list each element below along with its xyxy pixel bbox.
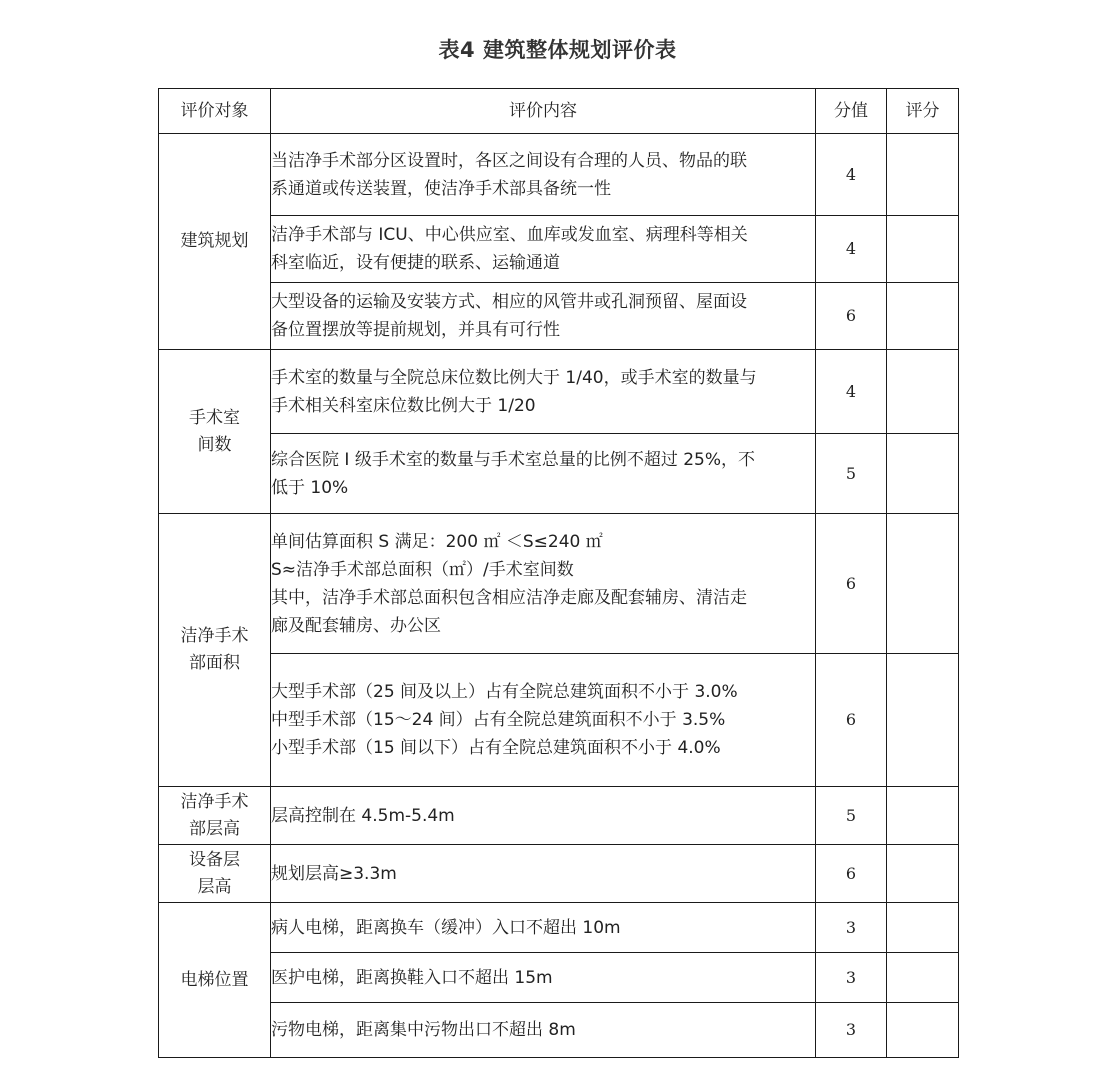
content-cell (271, 1003, 816, 1058)
content-cell (271, 216, 816, 283)
content-cell (271, 903, 816, 953)
score-cell: 6 (816, 514, 887, 654)
table-row (159, 845, 959, 903)
table-row (159, 134, 959, 216)
grade-cell (887, 134, 959, 216)
grade-cell (887, 514, 959, 654)
table-row (159, 1003, 959, 1058)
score-cell: 4 (816, 350, 887, 434)
object-label: 部层高 (189, 818, 240, 839)
content-line: 备位置摆放等提前规划，并具有可行性 (271, 320, 560, 340)
content-line: 洁净手术部与 ICU、中心供应室、血库或发血室、病理科等相关 (271, 225, 748, 245)
score-cell: 4 (816, 134, 887, 216)
grade-cell (887, 903, 959, 953)
table-row (159, 283, 959, 350)
content-cell (271, 953, 816, 1003)
score-cell: 4 (816, 216, 887, 283)
grade-cell (887, 1003, 959, 1058)
score-cell: 6 (816, 845, 887, 903)
object-cell (159, 350, 271, 514)
content-line: 小型手术部（15 间以下）占有全院总建筑面积不小于 4.0% (271, 738, 721, 758)
content-line: 廊及配套辅房、办公区 (271, 615, 441, 636)
object-cell (159, 845, 271, 903)
table-row (159, 434, 959, 514)
content-line: 单间估算面积 S 满足：200 ㎡ ＜S≤240 ㎡ (271, 531, 603, 552)
grade-cell (887, 845, 959, 903)
grade-cell (887, 216, 959, 283)
grade-cell (887, 787, 959, 845)
content-line: 手术相关科室床位数比例大于 1/20 (271, 395, 536, 416)
header-score: 分值 (816, 89, 887, 134)
content-line: 中型手术部（15～24 间）占有全院总建筑面积不小于 3.5% (271, 710, 726, 730)
table-row (159, 953, 959, 1003)
object-label: 洁净手术 (180, 626, 249, 646)
table-row (159, 903, 959, 953)
grade-cell (887, 953, 959, 1003)
object-cell (159, 903, 271, 1058)
content-line: 层高控制在 4.5m-5.4m (271, 805, 455, 826)
content-cell (271, 654, 816, 787)
grade-cell (887, 350, 959, 434)
score-cell: 5 (816, 434, 887, 514)
content-line: 规划层高≥3.3m (271, 863, 397, 884)
content-line: 科室临近，设有便捷的联系、运输通道 (271, 253, 560, 273)
content-line: 大型手术部（25 间及以上）占有全院总建筑面积不小于 3.0% (271, 682, 738, 702)
content-line: 系通道或传送装置，使洁净手术部具备统一性 (271, 178, 611, 199)
content-cell (271, 350, 816, 434)
object-cell (159, 514, 271, 787)
object-label: 间数 (197, 434, 232, 455)
score-cell: 6 (816, 283, 887, 350)
score-cell: 5 (816, 787, 887, 845)
content-cell (271, 434, 816, 514)
object-cell (159, 134, 271, 350)
score-cell: 3 (816, 1003, 887, 1058)
object-label: 建筑规划 (180, 231, 249, 251)
content-cell (271, 845, 816, 903)
content-line: 其中，洁净手术部总面积包含相应洁净走廊及配套辅房、清洁走 (271, 587, 747, 608)
content-cell (271, 283, 816, 350)
score-cell: 3 (816, 903, 887, 953)
table-title: 表4 建筑整体规划评价表 (438, 38, 677, 62)
header-content: 评价内容 (271, 89, 816, 134)
content-line: 当洁净手术部分区设置时，各区之间设有合理的人员、物品的联 (271, 150, 747, 171)
table-row (159, 216, 959, 283)
grade-cell (887, 434, 959, 514)
header-grade: 评分 (887, 89, 959, 134)
score-cell: 6 (816, 654, 887, 787)
object-label: 部面积 (189, 653, 240, 673)
grade-cell (887, 283, 959, 350)
score-cell: 3 (816, 953, 887, 1003)
object-cell (159, 787, 271, 845)
header-object: 评价对象 (159, 89, 271, 134)
content-cell (271, 514, 816, 654)
content-line: 污物电梯，距离集中污物出口不超出 8m (271, 1020, 576, 1040)
content-line: 大型设备的运输及安装方式、相应的风管井或孔洞预留、屋面设 (271, 292, 747, 312)
content-line: S≈洁净手术部总面积（㎡）/手术室间数 (271, 559, 574, 580)
object-label: 电梯位置 (180, 969, 249, 990)
table-row (159, 350, 959, 434)
table-row (159, 514, 959, 654)
object-label: 手术室 (189, 407, 240, 428)
content-cell (271, 787, 816, 845)
table-row (159, 654, 959, 787)
content-line: 医护电梯，距离换鞋入口不超出 15m (271, 967, 553, 988)
evaluation-table (158, 88, 959, 1058)
object-label: 设备层 (189, 849, 240, 870)
header-row (159, 89, 959, 134)
table-row (159, 787, 959, 845)
content-line: 手术室的数量与全院总床位数比例大于 1/40，或手术室的数量与 (271, 367, 757, 388)
object-label: 层高 (197, 876, 232, 897)
object-label: 洁净手术 (180, 791, 249, 812)
content-line: 综合医院 I 级手术室的数量与手术室总量的比例不超过 25%，不 (271, 449, 756, 470)
content-cell (271, 134, 816, 216)
grade-cell (887, 654, 959, 787)
content-line: 低于 10% (271, 477, 349, 498)
content-line: 病人电梯，距离换车（缓冲）入口不超出 10m (271, 917, 621, 938)
